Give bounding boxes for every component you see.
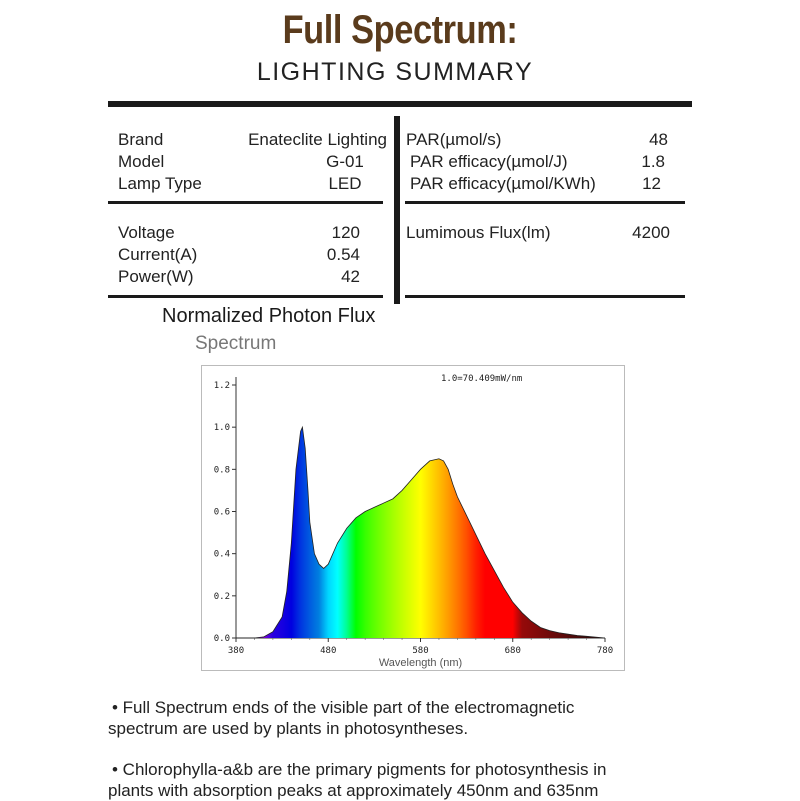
lamp-type-value: LED xyxy=(328,174,362,193)
note-2-line-1: • Chlorophylla-a&b are the primary pigments for photosynthesis in xyxy=(112,760,607,779)
right-bottom-rule xyxy=(405,295,685,298)
left-mid-rule xyxy=(108,201,383,204)
par-efficacy-kwh-value: 12 xyxy=(642,174,661,193)
y-tick-label-3: 0.6 xyxy=(213,507,230,518)
y-tick-label-1: 0.2 xyxy=(213,591,230,602)
y-tick-label-6: 1.2 xyxy=(213,381,230,391)
spectrum-chart xyxy=(201,365,625,671)
y-tick-label-0: 0.0 xyxy=(213,634,230,644)
current-label: Current(A) xyxy=(118,245,198,264)
top-rule xyxy=(108,101,692,107)
section-title: Normalized Photon Flux xyxy=(162,305,376,327)
voltage-label: Voltage xyxy=(118,223,175,242)
voltage-value: 120 xyxy=(331,223,360,242)
x-tick-label-0: 380 xyxy=(227,646,245,656)
x-tick-label-2: 580 xyxy=(412,646,429,656)
par-label: PAR(µmol/s) xyxy=(406,130,502,149)
note-1-line-1: • Full Spectrum ends of the visible part of the electromagnetic xyxy=(112,698,575,717)
left-bottom-rule xyxy=(108,295,383,298)
current-value: 0.54 xyxy=(326,245,360,264)
y-tick-label-5: 1.0 xyxy=(213,423,230,434)
x-tick-label-4: 780 xyxy=(596,646,614,656)
note-1-line-2: spectrum are used by plants in photosyntheses. xyxy=(108,719,469,738)
model-label: Model xyxy=(118,152,165,171)
y-tick-label-4: 0.8 xyxy=(213,465,230,476)
par-efficacy-kwh-label: PAR efficacy(µmol/KWh) xyxy=(410,174,596,193)
brand-value: Enateclite Lighting xyxy=(248,130,387,149)
power-value: 42 xyxy=(341,267,360,286)
x-tick-label-3: 680 xyxy=(504,646,521,656)
luminous-flux-value: 4200 xyxy=(632,223,670,242)
par-efficacy-j-label: PAR efficacy(µmol/J) xyxy=(410,152,568,171)
note-2-line-2: plants with absorption peaks at approximately 450nm and 635nm xyxy=(108,781,599,800)
par-efficacy-j-value: 1.8 xyxy=(641,152,665,171)
page-title: Full Spectrum: xyxy=(282,8,518,52)
par-value: 48 xyxy=(649,130,668,149)
page-subtitle: LIGHTING SUMMARY xyxy=(256,58,534,86)
y-tick-label-2: 0.4 xyxy=(213,549,230,560)
x-axis-label: Wavelength (nm) xyxy=(378,657,463,669)
brand-label: Brand xyxy=(118,130,164,149)
power-label: Power(W) xyxy=(118,267,194,286)
model-value: G-01 xyxy=(326,152,364,171)
spectrum-area xyxy=(236,427,605,638)
x-tick-label-1: 480 xyxy=(320,646,337,656)
luminous-flux-label: Lumimous Flux(lm) xyxy=(406,223,551,242)
lamp-type-label: Lamp Type xyxy=(118,174,202,193)
chart-title: Spectrum xyxy=(195,333,277,354)
right-mid-rule xyxy=(405,201,685,204)
vertical-divider xyxy=(394,116,400,304)
chart-annotation: 1.0=70.409mW/nm xyxy=(441,374,523,384)
